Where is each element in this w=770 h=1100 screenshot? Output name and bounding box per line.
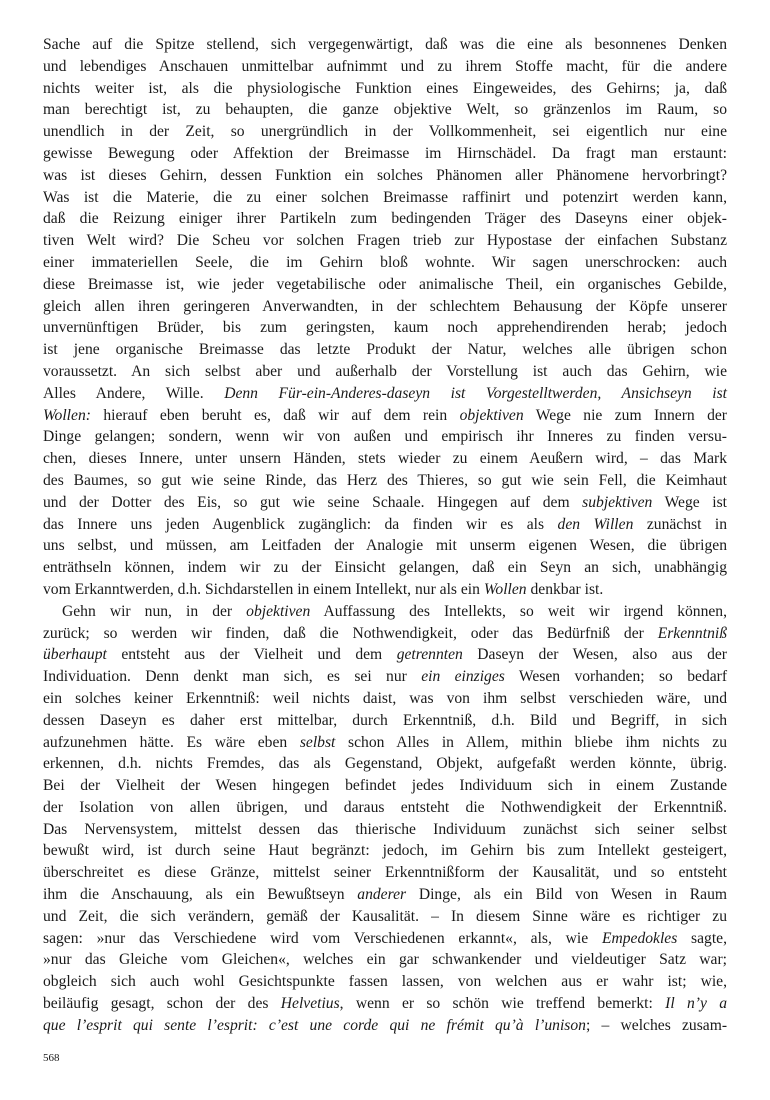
text-segment: voraussetzt. An sich selbst aber und außerhalb der Vorstellung ist auch das Gehirn, wie: [43, 362, 727, 380]
text-line: [43, 165, 727, 187]
text-segment: bewußt wird, ist durch seine Haut begränzt: jedoch, im Gehirn bis zum Intellekt gesteigert,: [43, 842, 727, 860]
text-line: [43, 34, 727, 56]
text-line: [43, 775, 727, 797]
text-line: [43, 252, 727, 274]
text-segment: Daseyn der Wesen, also aus der: [462, 646, 727, 664]
text-line: [43, 993, 727, 1015]
text-line: [43, 884, 727, 906]
text-segment: ist jene organische Breimasse das letzte Produkt der Natur, welches alle übrigen schon: [43, 341, 727, 359]
text-segment: Dinge, als ein Bild von Wesen in Raum: [406, 886, 727, 904]
text-segment: Auffassung des Intellekts, so weit wir irgend können,: [310, 602, 727, 620]
text-segment: entsteht aus der Vielheit und dem: [106, 646, 397, 664]
text-line: [43, 971, 727, 993]
text-line: [43, 601, 727, 623]
italic-text: que l’esprit qui sente l’esprit: c’est une corde qui ne frémit qu’à l’unison: [43, 1016, 586, 1034]
text-line: [43, 1015, 727, 1037]
text-segment: vom Erkanntwerden, d.h. Sichdarstellen in einem Intellekt, nur als ein: [43, 580, 484, 598]
italic-text: Wollen:: [43, 406, 91, 424]
italic-text: anderer: [357, 886, 407, 904]
text-segment: zunächst in: [633, 515, 728, 533]
text-line: [43, 56, 727, 78]
text-segment: hierauf eben beruht es, daß wir auf dem rein: [90, 406, 460, 424]
text-line: [43, 753, 727, 775]
text-segment: einer immateriellen Seele, die im Gehirn bloß wohnte. Wir sagen unerschrocken: auch: [43, 253, 727, 271]
text-segment: diese Breimasse ist, wie jeder vegetabilische oder animalische Theil, ein organisches Gebilde,: [43, 275, 727, 293]
text-segment: aufzunehmen hätte. Es wäre eben: [43, 733, 300, 751]
italic-text: Wollen: [483, 580, 527, 598]
text-line: [43, 448, 727, 470]
text-segment: der Isolation von allen übrigen, und daraus entsteht die Nothwendigkeit der Erkenntniß.: [43, 798, 727, 816]
text-segment: unvernünftigen Brüder, bis zum geringsten, kaum noch apprehendirenden herab; jedoch: [43, 319, 727, 337]
text-line: [43, 644, 727, 666]
text-line: [43, 470, 727, 492]
text-segment: denkbar ist.: [526, 580, 604, 598]
text-segment: das Innere uns jeden Augenblick zugänglich: da finden wir es als: [43, 515, 558, 533]
text-segment: Wege ist: [652, 493, 727, 511]
text-segment: Was ist die Materie, die zu einer solchen Breimasse raffinirt und potenzirt werden kann,: [43, 188, 727, 206]
page-number: 568: [43, 1052, 60, 1064]
text-segment: und lebendiges Anschauen unmittelbar aufnimmt und zu ihrem Stoffe macht, für die andere: [43, 57, 727, 75]
italic-text: überhaupt: [43, 646, 107, 664]
text-segment: zurück; so werden wir finden, daß die Nothwendigkeit, oder das Bedürfniß der: [43, 624, 658, 642]
italic-text: Erkenntniß: [657, 624, 727, 642]
text-line: [43, 535, 727, 557]
text-line: [43, 819, 727, 841]
text-segment: Gehn wir nun, in der: [62, 602, 247, 620]
text-segment: unendlich in der Zeit, so unergründlich in der Vollkommenheit, sei eigentlich nur eine: [43, 123, 727, 141]
text-line: [43, 688, 727, 710]
text-line: [43, 579, 727, 601]
text-line: [43, 143, 727, 165]
text-segment: »nur das Gleiche vom Gleichen«, welches ein gar schwankender und vieldeutiger Satz war;: [43, 951, 727, 969]
text-segment: Wege nie zum Innern der: [523, 406, 727, 424]
text-line: [43, 840, 727, 862]
text-line: [43, 949, 727, 971]
text-segment: Sache auf die Spitze stellend, sich vergegenwärtigt, daß was die eine als besonnenes Denken: [43, 36, 727, 53]
text-segment: Individuation. Denn denkt man sich, es sei nur: [43, 668, 422, 686]
text-segment: man berechtigt ist, zu behaupten, die ganze objektive Welt, so gränzenlos im Raum, so: [43, 101, 727, 119]
text-line: [43, 187, 727, 209]
text-segment: sagte,: [677, 929, 727, 947]
text-line: [43, 797, 727, 819]
text-segment: was ist dieses Gehirn, dessen Funktion ein solches Phänomen aller Phänomene hervorbringt?: [43, 166, 727, 184]
text-segment: Wesen vorhanden; so bedarf: [504, 668, 728, 686]
text-line: [43, 99, 727, 121]
page-body-text: [43, 34, 727, 1037]
text-line: [43, 361, 727, 383]
text-segment: und der Dotter des Eis, so gut wie seine Schaale. Hingegen auf dem: [43, 493, 583, 511]
italic-text: getrennten: [396, 646, 463, 664]
italic-text: selbst: [299, 733, 336, 751]
text-line: [43, 383, 727, 405]
text-line: [43, 208, 727, 230]
text-segment: dessen Daseyn es daher erst mittelbar, durch Erkenntniß, d.h. Bild und Begriff, in sich: [43, 711, 727, 729]
italic-text: Empedokles: [601, 929, 678, 947]
text-segment: ein solches keiner Erkenntniß: weil nichts daist, was von ihm selbst verschieden wäre, und: [43, 689, 727, 707]
text-segment: erkennen, d.h. nichts Fremdes, das als Gegenstand, Objekt, aufgefaßt werden könnte, übrig.: [43, 755, 727, 773]
text-segment: Das Nervensystem, mittelst dessen das thierische Individuum zunächst sich seiner selbst: [43, 820, 727, 838]
italic-text: objektiven: [459, 406, 524, 424]
text-segment: tiven Welt wird? Die Scheu vor solchen Fragen trieb zur Hypostase der einfachen Substanz: [43, 232, 727, 250]
text-line: [43, 405, 727, 427]
text-line: [43, 78, 727, 100]
text-segment: ihm die Anschauung, als ein Bewußtseyn: [43, 886, 358, 904]
text-segment: obgleich sich auch wohl Gesichtspunkte fassen lassen, von welchen aus er wahr ist; wie,: [43, 973, 727, 991]
text-segment: , wenn er so schön wie treffend bemerkt:: [339, 995, 666, 1013]
text-line: [43, 906, 727, 928]
text-line: [43, 121, 727, 143]
text-segment: überschreitet es diese Gränze, mittelst seiner Erkenntnißform der Kausalität, und so entsteht: [43, 864, 727, 882]
italic-text: den Willen: [557, 515, 634, 533]
text-segment: und Zeit, die sich verändern, gemäß der Kausalität. – In diesem Sinne wäre es richtiger zu: [43, 907, 727, 925]
text-segment: chen, dieses Innere, unter unsern Händen, stets wieder zu einem Aeußern wird, – das Mark: [43, 450, 727, 468]
text-line: [43, 557, 727, 579]
text-segment: Bei der Vielheit der Wesen hingegen befindet jedes Individuum sich in einem Zustande: [43, 777, 727, 795]
text-segment: schon Alles in Allem, mithin bliebe ihm nichts zu: [335, 733, 728, 751]
text-line: [43, 492, 727, 514]
text-line: [43, 928, 727, 950]
text-line: [43, 710, 727, 732]
italic-text: objektiven: [246, 602, 311, 620]
text-line: [43, 666, 727, 688]
text-segment: des Baumes, so gut wie seine Rinde, das Herz des Thieres, so gut wie sein Fell, die Keimhaut: [43, 471, 727, 489]
text-segment: gewisse Bewegung oder Affektion der Breimasse im Hirnschädel. Da fragt man erstaunt:: [43, 144, 727, 162]
text-line: [43, 339, 727, 361]
text-segment: Dinge gelangen; sondern, wenn wir von außen und empirisch ihr Inneres zu finden versu-: [43, 428, 727, 446]
italic-text: ein einziges: [421, 668, 505, 686]
text-line: [43, 274, 727, 296]
text-segment: ; – welches zusam-: [585, 1016, 728, 1034]
text-segment: uns selbst, und müssen, am Leitfaden der Analogie mit unserm eigenen Wesen, die übrigen: [43, 537, 727, 555]
italic-text: Il n’y a: [665, 995, 727, 1013]
italic-text: Helvetius: [280, 995, 340, 1013]
text-segment: nichts weiter ist, als die physiologische Funktion eines Eingeweides, des Gehirns; ja, daß: [43, 79, 727, 97]
text-segment: enträthseln können, indem wir zu der Einsicht gelangen, daß ein Seyn an sich, unabhängig: [43, 559, 727, 577]
italic-text: subjektiven: [582, 493, 653, 511]
text-line: [43, 623, 727, 645]
text-line: [43, 317, 727, 339]
text-segment: Alles Andere, Wille.: [43, 384, 225, 402]
text-line: [43, 862, 727, 884]
text-segment: sagen: »nur das Verschiedene wird vom Verschiedenen erkannt«, als, wie: [43, 929, 602, 947]
text-line: [43, 426, 727, 448]
text-line: [43, 514, 727, 536]
italic-text: Denn Für-ein-Anderes-daseyn ist Vorgestelltwerden, Ansichseyn ist: [224, 384, 728, 402]
text-segment: gleich allen ihren geringeren Anverwandten, in der schlechtem Behausung der Köpfe unserer: [43, 297, 727, 315]
text-line: [43, 732, 727, 754]
text-line: [43, 296, 727, 318]
text-line: [43, 230, 727, 252]
text-segment: daß die Reizung einiger ihrer Partikeln zum bedingenden Träger des Daseyns einer objek-: [43, 210, 727, 228]
text-segment: beiläufig gesagt, schon der des: [43, 995, 281, 1013]
